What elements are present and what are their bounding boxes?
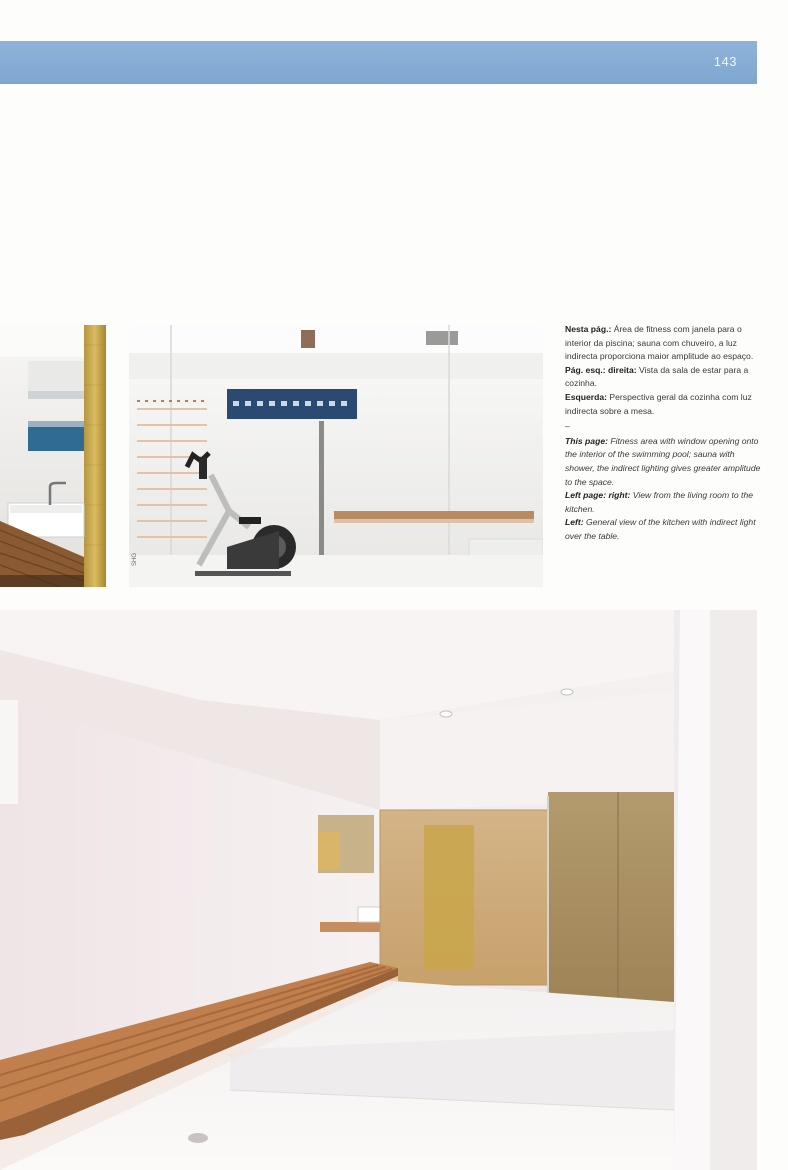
caption-label: Pág. esq.: direita:	[565, 364, 637, 375]
caption-text: Fitness area with window opening onto the interior of the swimming pool; sauna with shower, the indirect lighting gives greater amplitude to the space.	[565, 435, 761, 487]
fitness-area-photo	[129, 325, 543, 587]
caption-pt-3	[565, 391, 763, 418]
caption-en-2	[565, 489, 763, 516]
page-header-bar	[0, 41, 757, 84]
photo-credit: SHG	[132, 552, 138, 566]
photo-caption	[565, 323, 763, 544]
caption-separator: –	[565, 421, 570, 432]
page-number: 143	[713, 54, 737, 69]
caption-label: This page:	[565, 435, 608, 446]
caption-pt-2	[565, 364, 763, 391]
caption-text: Área de fitness com janela para o interior da piscina; sauna com chuveiro, a luz indirecta proporciona maior amplitude ao espaço.	[565, 324, 754, 362]
caption-label: Esquerda:	[565, 391, 608, 402]
caption-label: Left page: right:	[565, 490, 631, 501]
caption-en-3	[565, 516, 763, 543]
caption-label: Nesta pág.:	[565, 324, 612, 334]
bathroom-photo	[0, 325, 106, 587]
caption-label: Left:	[565, 517, 584, 528]
caption-text: Vista da sala de estar para a cozinha.	[565, 364, 749, 389]
caption-text: General view of the kitchen with indirect light over the table.	[565, 517, 756, 541]
caption-pt-1	[565, 323, 763, 364]
caption-en-1	[565, 435, 763, 489]
sauna-photo	[0, 610, 757, 1170]
caption-text: View from the living room to the kitchen.	[565, 490, 754, 514]
caption-text: Perspectiva geral da cozinha com luz indirecta sobre a mesa.	[565, 391, 752, 416]
